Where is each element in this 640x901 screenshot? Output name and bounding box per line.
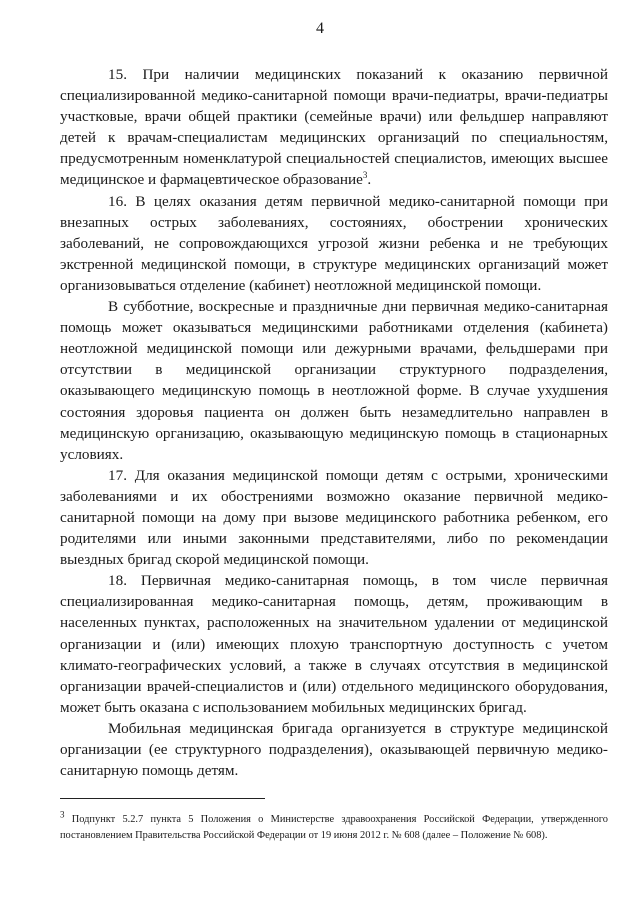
page-number: 4 [316, 20, 324, 37]
document-body [60, 64, 608, 781]
footnote [60, 809, 608, 844]
footnote-reference: 3 [362, 170, 368, 181]
footnote-separator [60, 798, 265, 799]
footnote-number: 3 [60, 809, 65, 820]
paragraph-17: 17. Для оказания медицинской помощи детям с острыми, хроническими заболеваниями и их обострениями возможно оказание первичной медико-санитарной помощи на дому при вызове медицинского работника ребенком, его родителями или иными законными представителями, либо по рекомендации выездных бригад скорой медицинской помощи. [60, 466, 608, 569]
footnote-text: Подпункт 5.2.7 пункта 5 Положения о Министерстве здравоохранения Российской Федерации, утвержденного постановлением Правительства Российской Федерации от 19 июня 2012 г. № 608 (далее – Положение № 608). [60, 814, 608, 841]
paragraph-15-text: 15. При наличии медицинских показаний к оказанию первичной специализированной медико-санитарной помощи врачи-педиатры, врачи-педиатры участковые, врачи общей практики (семейные врачи) или фельдшер направляют детей к врачам-специалистам медицинских организаций по специальностям, предусмотренным номенклатурой специальностей специалистов, имеющих высшее медицинское и фармацевтическое образование [60, 66, 608, 189]
paragraph-15 [60, 64, 608, 191]
paragraph-15-end: . [367, 171, 372, 189]
paragraph-18-mobile-team: Мобильная медицинская бригада организуется в структуре медицинской организации (ее структурного подразделения), оказывающей первичную медико-санитарную помощь детям. [60, 719, 608, 780]
paragraph-16-weekend: В субботние, воскресные и праздничные дни первичная медико-санитарная помощь может оказываться медицинскими работниками отделения (кабинета) неотложной медицинской помощи или дежурными врачами, фельдшерами при отсутствии в медицинской организации структурного подразделения, оказывающего медицинскую помощь в неотложной форме. В случае ухудшения состояния здоровья пациента он должен быть незамедлительно направлен в медицинскую организацию, оказывающую медицинскую помощь в стационарных условиях. [60, 298, 608, 463]
paragraph-16: 16. В целях оказания детям первичной медико-санитарной помощи при внезапных острых заболеваниях, состояниях, обострении хронических заболеваний, не сопровождающихся угрозой жизни ребенка и не требующих экстренной медицинской помощи, в структуре медицинских организаций может организовываться отделение (кабинет) неотложной медицинской помощи. [60, 192, 608, 294]
paragraph-18: 18. Первичная медико-санитарная помощь, в том числе первичная специализированная медико-санитарная помощь, детям, проживающим в населенных пунктах, расположенных на значительном удалении от медицинской организации и (или) имеющих плохую транспортную доступность с учетом климато-географических условий, а также в случаях отсутствия в медицинской организации врачей-специалистов и (или) отдельного медицинского оборудования, может быть оказана с использованием мобильных медицинских бригад. [60, 572, 608, 716]
